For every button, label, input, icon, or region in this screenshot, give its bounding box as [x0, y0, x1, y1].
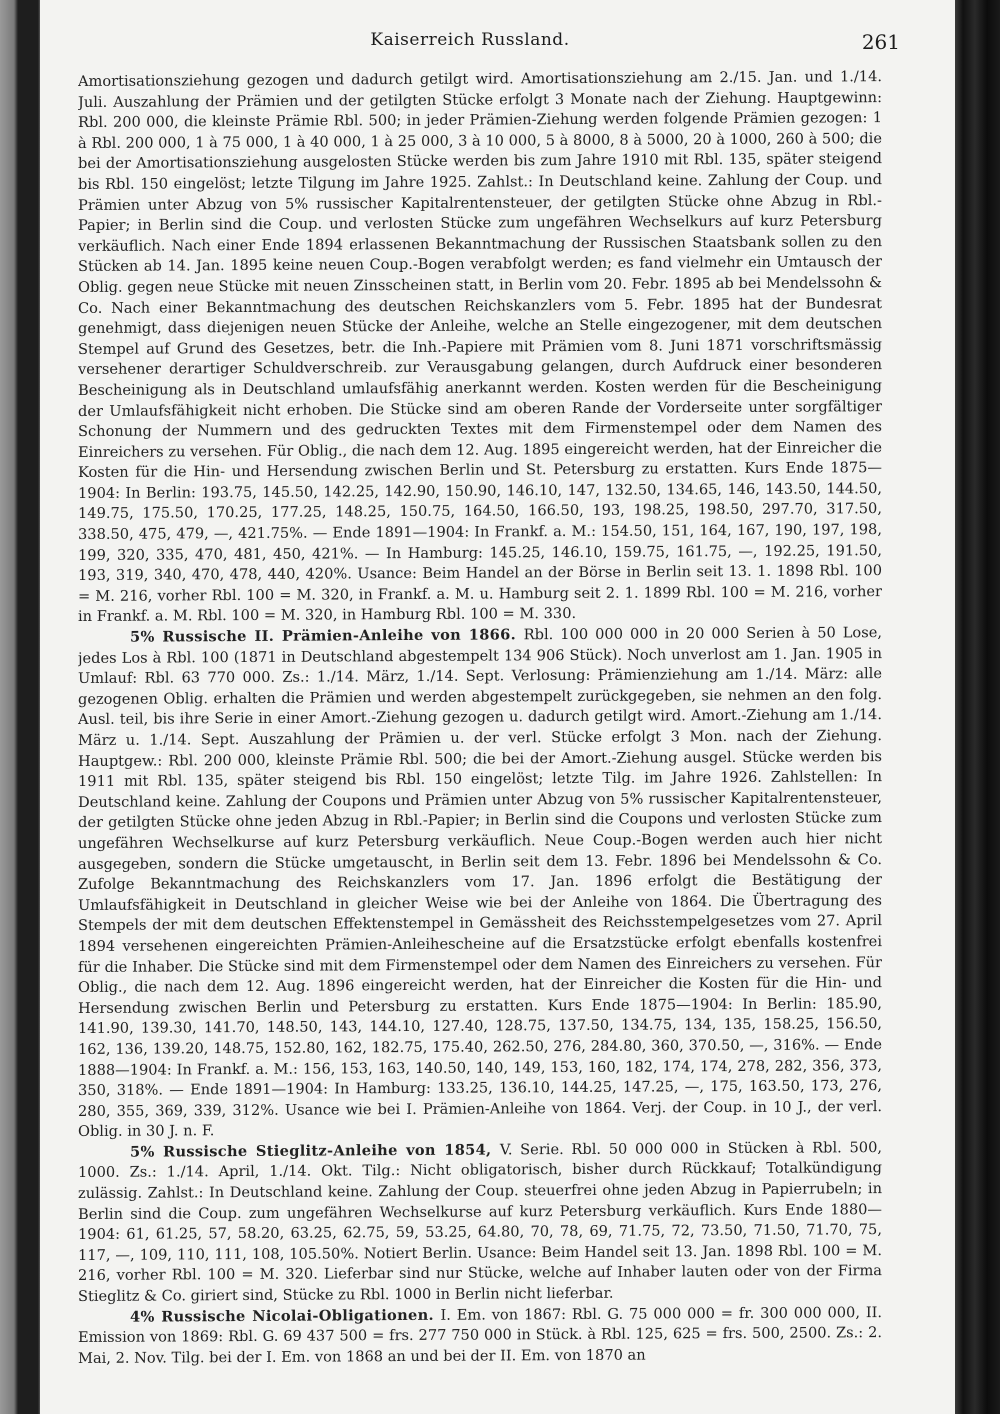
paragraph-praemien-anleihe-1866: [78, 623, 882, 1143]
page-body: [78, 67, 882, 1392]
page-header: [40, 30, 900, 54]
paragraph-text: Amortisationsziehung gezogen und dadurch getilgt wird. Amortisationsziehung am 2./15. Jan. und 1./14. Juli. Auszahlung der Prämien und der getilgten Stücke erfolgt 3 Monate nach der Ziehung. Hauptgewinn: Rbl. 200 000, die kleinste Prämie Rbl. 500; in jeder Prämien-Ziehung werden folgende Prämien gezogen: 1 à Rbl. 200 000, 1 à 75 000, 1 à 40 000, 1 à 25 000, 3 à 10 000, 5 à 8000, 8 à 5000, 20 à 1000, 260 à 500; die bei der Amortisationsziehung ausgelosten Stücke werden bis zum Jahre 1910 mit Rbl. 135, später steigend bis Rbl. 150 eingelöst; letzte Tilgung im Jahre 1925. Zahlst.: In Deutschland keine. Zahlung der Coup. und Prämien unter Abzug von 5% russischer Kapitalrentensteuer, der getilgten Stücke ohne Abzug in Rbl.-Papier; in Berlin sind die Coup. und verlosten Stücke zum ungefähren Wechselkurs auf kurz Petersburg verkäuflich. Nach einer Ende 1894 erlassenen Bekanntmachung der Russischen Staatsbank sollen zu den Stücken ab 14. Jan. 1895 keine neuen Coup.-Bogen verabfolgt werden; es fand vielmehr ein Umtausch der Oblig. gegen neue Stücke mit neuen Zinsscheinen statt, in Berlin vom 20. Febr. 1895 ab bei Mendelssohn & Co. Nach einer Bekanntmachung des deutschen Reichskanzlers vom 5. Febr. 1895 hat der Bundesrat genehmigt, dass diejenigen neuen Stücke der Anleihe, welche an Stelle eingezogener, mit dem deutschen Stempel auf Grund des Gesetzes, betr. die Inh.-Papiere mit Prämien vom 8. Juni 1871 vorschriftsmässig versehener derartiger Schuldverschreib. zur Verausgabung gelangen, durch Aufdruck einer besonderen Bescheinigung als in Deutschland umlaufsfähig anerkannt werden. Kosten werden für die Bescheinigung der Umlaufsfähigkeit nicht erhoben. Die Stücke sind am oberen Rande der Vorderseite unter sorgfältiger Schonung der Nummern und des gedruckten Textes mit dem Firmenstempel oder dem Namen des Einreichers zu versehen. Für Oblig., die nach dem 12. Aug. 1895 eingereicht werden, hat der Einreicher die Kosten für die Hin- und Hersendung zwischen Berlin und St. Petersburg zu erstatten. Kurs Ende 1875—1904: In Berlin: 193.75, 145.50, 142.25, 142.90, 150.90, 146.10, 147, 132.50, 134.65, 146, 143.50, 144.50, 149.75, 175.50, 170.25, 177.25, 148.25, 150.75, 164.50, 166.50, 193, 198.25, 198.50, 297.70, 317.50, 338.50, 475, 479, —, 421.75%. — Ende 1891—1904: In Frankf. a. M.: 154.50, 151, 164, 167, 190, 197, 198, 199, 320, 335, 470, 481, 450, 421%. — In Hamburg: 145.25, 146.10, 159.75, 161.75, —, 192.25, 191.50, 193, 319, 340, 470, 478, 440, 420%. Usance: Beim Handel an der Börse in Berlin seit 13. 1. 1898 Rbl. 100 = M. 216, vorher Rbl. 100 = M. 320, in Frankf. a. M. u. Hamburg seit 2. 1. 1899 Rbl. 100 = M. 216, vorher in Frankf. a. M. Rbl. 100 = M. 320, in Hamburg Rbl. 100 = M. 330.: [78, 68, 882, 626]
paragraph-amortisation: [78, 67, 882, 628]
paragraph-text: I. Em. von 1867: Rbl. G. 75 000 000 = fr. 300 000 000, II. Emission von 1869: Rbl. G. 69 437 500 = frs. 277 750 000 in Stück. à Rbl. 125, 625 = frs. 500, 2500. Zs.: 2. Mai, 2. Nov. Tilg. bei der I. Em. von 1868 an und bei der II. Em. von 1870 an: [78, 1303, 882, 1367]
book-binding-edge: [0, 0, 40, 1414]
section-title: 4% Russische Nicolai-Obligationen.: [130, 1306, 441, 1326]
paragraph-stieglitz-anleihe-1854: [78, 1138, 882, 1308]
paragraph-text: Rbl. 100 000 000 in 20 000 Serien à 50 Lose, jedes Los à Rbl. 100 (1871 in Deutschland abgestempelt 134 906 Stück). Noch unverlost am 1. Jan. 1905 in Umlauf: Rbl. 63 770 000. Zs.: 1./14. März, 1./14. Sept. Verlosung: Prämienziehung am 1./14. März: alle gezogenen Oblig. erhalten die Prämien und werden abgestempelt zurückgegeben, sie nehmen an den folg. Ausl. teil, bis ihre Serie in einer Amort.-Ziehung gezogen u. dadurch getilgt wird. Amort.-Ziehung am 1./14. März u. 1./14. Sept. Auszahlung der Prämien u. der verl. Stücke erfolgt 3 Mon. nach der Ziehung. Hauptgew.: Rbl. 200 000, kleinste Prämie Rbl. 500; die bei der Amort.-Ziehung ausgel. Stücke werden bis 1911 mit Rbl. 135, später steigend bis Rbl. 150 eingelöst; letzte Tilg. im Jahre 1926. Zahlstellen: In Deutschland keine. Zahlung der Coupons und Prämien unter Abzug von 5% russischer Kapitalrentensteuer, der getilgten Stücke ohne jeden Abzug in Rbl.-Papier; in Berlin sind die Coupons und verlosten Stücke zum ungefähren Wechselkurse auf kurz Petersburg verkäuflich. Neue Coup.-Bogen werden auch hier nicht ausgegeben, sondern die Stücke umgetauscht, in Berlin seit dem 13. Febr. 1896 bei Mendelssohn & Co. Zufolge Bekanntmachung des Reichskanzlers vom 17. Jan. 1896 erfolgt die Bestätigung der Umlaufsfähigkeit in Deutschland in gleicher Weise wie bei der Anleihe von 1864. Die Übertragung des Stempels der mit dem deutschen Effektenstempel in Gemässheit des Reichsstempelgesetzes vom 27. April 1894 versehenen eingereichten Prämien-Anleihescheine auf die Ersatzstücke erfolgt ebenfalls kostenfrei für die Inhaber. Die Stücke sind mit dem Firmenstempel oder dem Namen des Einreichers zu versehen. Für Oblig., die nach dem 12. Aug. 1896 eingereicht werden, hat der Einreicher die Kosten für die Hin- und Hersendung zwischen Berlin und Petersburg zu erstatten. Kurs Ende 1875—1904: In Berlin: 185.90, 141.90, 139.30, 141.70, 148.50, 143, 144.10, 127.40, 128.75, 137.50, 134.75, 134, 135, 158.25, 156.50, 162, 136, 139.20, 148.75, 152.80, 162, 182.75, 175.40, 262.50, 276, 284.80, 360, 370.50, —, 316%. — Ende 1888—1904: In Frankf. a. M.: 156, 153, 163, 140.50, 140, 149, 153, 160, 182, 174, 174, 278, 282, 356, 373, 350, 318%. — Ende 1891—1904: In Hamburg: 133.25, 136.10, 144.25, 147.25, —, 175, 163.50, 173, 276, 280, 355, 369, 339, 312%. Usance wie bei I. Prämien-Anleihe von 1864. Verj. der Coup. in 10 J., der verl. Oblig. in 30 J. n. F.: [78, 624, 882, 1141]
paragraph-nicolai-obligationen: [78, 1303, 882, 1370]
paragraph-text: V. Serie. Rbl. 50 000 000 in Stücken à Rbl. 500, 1000. Zs.: 1./14. April, 1./14. Okt. Tilg.: Nicht obligatorisch, bisher durch Rückkauf; Totalkündigung zulässig. Zahlst.: In Deutschland keine. Zahlung der Coup. steuerfrei ohne jeden Abzug in Papierrubeln; in Berlin sind die Coup. zum ungefähren Wechselkurse auf kurz Petersburg verkäuflich. Kurs Ende 1880—1904: 61, 61.25, 57, 58.20, 63.25, 62.75, 59, 53.25, 64.80, 70, 78, 69, 71.75, 72, 73.50, 71.50, 71.70, 75, 117, —, 109, 110, 111, 108, 105.50%. Notiert Berlin. Usance: Beim Handel seit 13. Jan. 1898 Rbl. 100 = M. 216, vorher Rbl. 100 = M. 320. Lieferbar sind nur Stücke, welche auf Inhaber lauten oder von der Firma Stieglitz & Co. giriert sind, Stücke zu Rbl. 1000 in Berlin nicht lieferbar.: [78, 1138, 882, 1306]
section-title: 5% Russische II. Prämien-Anleihe von 1866.: [130, 626, 524, 646]
page-stack-edge: [955, 0, 1000, 1414]
section-title: 5% Russische Stieglitz-Anleihe von 1854,: [130, 1141, 500, 1161]
page-number: 261: [861, 30, 900, 54]
running-head: Kaiserreich Russland.: [370, 30, 570, 50]
